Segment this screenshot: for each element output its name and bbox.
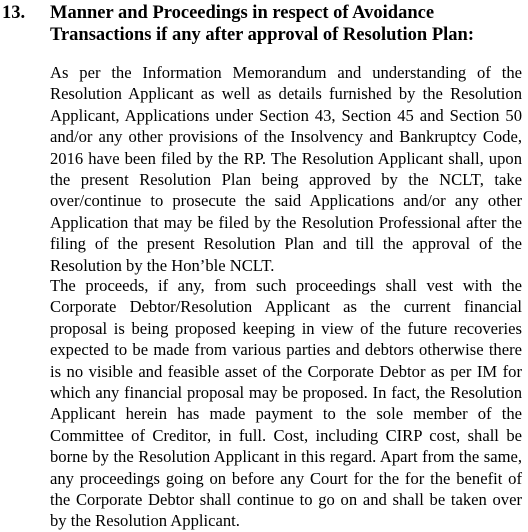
paragraph-proceeds: The proceeds, if any, from such proceedings shall vest with the Corporate Debtor/Resolution Applicant as the current financial proposal is being proposed keeping in view of the future recoveries expected to be made from various parties and debtors otherwise there is no visible and feasible asset of the Corporate Debtor as per IM for which any financial proposal may be proposed. In fact, the Resolution Applicant herein has made payment to the sole member of the Committee of Creditor, in full. Cost, including CIRP cost, shall be borne by the Resolution Applicant in this regard. Apart from the same, any proceedings going on before any Court for the for the benefit of the Corporate Debtor shall continue to go on and shall be taken over by the Resolution Applicant.: [50, 276, 522, 531]
paragraph-avoidance-applications: As per the Information Memorandum and understanding of the Resolution Applicant as well as details furnished by the Resolution Applicant, Applications under Section 43, Section 45 and Section 50 and/or any other provisions of the Insolvency and Bankruptcy Code, 2016 have been filed by the RP. The Resolution Applicant shall, upon the present Resolution Plan being approved by the NCLT, take over/continue to prosecute the said Applications and/or any other Application that may be filed by the Resolution Professional after the filing of the present Resolution Plan and till the approval of the Resolution by the Hon’ble NCLT.: [50, 63, 522, 275]
section-heading: Manner and Proceedings in respect of Avoidance Transactions if any after approval of Resolution Plan:: [50, 3, 474, 45]
section-number: 13.: [2, 3, 26, 23]
